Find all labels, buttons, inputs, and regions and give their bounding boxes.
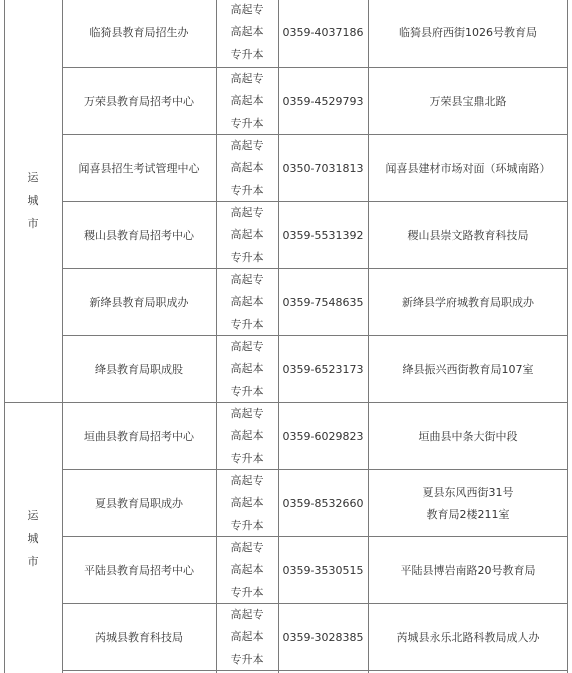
education-levels <box>216 135 278 202</box>
office-address <box>368 269 568 336</box>
address-line: 芮城县永乐北路科教局成人办 <box>396 630 540 644</box>
education-level: 高起专 <box>230 540 264 554</box>
phone-number: 0359-6523173 <box>282 362 364 376</box>
education-level: 专升本 <box>230 47 264 61</box>
city-char: 运 <box>27 508 39 522</box>
phone-number: 0359-7548635 <box>282 295 364 309</box>
address-line: 万荣县宝鼎北路 <box>429 94 507 108</box>
phone-number: 0359-6029823 <box>282 429 364 443</box>
address-line: 夏县东风西街31号 <box>422 485 514 499</box>
phone-number: 0350-7031813 <box>282 161 364 175</box>
city-char: 城 <box>27 194 39 207</box>
office-address <box>368 68 568 135</box>
office-name: 临猗县教育局招生办 <box>89 25 189 39</box>
city-char: 市 <box>27 217 39 230</box>
office-address <box>368 604 568 671</box>
education-level: 高起本 <box>230 161 264 175</box>
phone-number: 0359-8532660 <box>282 496 364 510</box>
office-address <box>368 537 568 604</box>
city-char: 市 <box>27 554 39 568</box>
city-cell <box>4 403 62 673</box>
education-level: 专升本 <box>230 585 264 599</box>
education-level: 高起本 <box>230 362 264 376</box>
education-level: 高起本 <box>230 429 264 443</box>
education-level: 专升本 <box>230 183 264 197</box>
education-level: 高起本 <box>230 295 264 309</box>
address-line: 闻喜县建材市场对面（环城南路） <box>385 161 551 175</box>
city-char: 城 <box>27 531 39 545</box>
education-level: 专升本 <box>230 116 264 130</box>
phone-number: 0359-4529793 <box>282 94 364 108</box>
city-char: 运 <box>27 171 39 184</box>
education-levels <box>216 470 278 537</box>
education-level: 高起专 <box>230 473 264 487</box>
education-level: 专升本 <box>230 518 264 532</box>
phone-number: 0359-4037186 <box>282 25 364 39</box>
education-levels <box>216 336 278 403</box>
education-level: 高起本 <box>230 94 264 108</box>
education-level: 高起专 <box>230 71 264 85</box>
education-level: 高起本 <box>230 228 264 242</box>
office-name: 稷山县教育局招考中心 <box>84 228 194 242</box>
education-level: 高起本 <box>230 496 264 510</box>
education-level: 专升本 <box>230 250 264 264</box>
address-line: 新绛县学府城教育局职成办 <box>402 295 534 309</box>
phone-number: 0359-3530515 <box>282 563 364 577</box>
address-line: 平陆县博岩南路20号教育局 <box>400 563 536 577</box>
phone-number: 0359-3028385 <box>282 630 364 644</box>
office-address <box>368 470 568 537</box>
education-level: 专升本 <box>230 317 264 331</box>
education-level: 高起专 <box>230 2 264 16</box>
city-cell <box>4 0 62 402</box>
address-line: 绛县振兴西街教育局107室 <box>402 362 534 376</box>
education-level: 高起专 <box>230 607 264 621</box>
office-name: 闻喜县招生考试管理中心 <box>78 161 200 175</box>
office-name: 万荣县教育局招考中心 <box>84 94 194 108</box>
education-levels <box>216 403 278 470</box>
address-line: 临猗县府西街1026号教育局 <box>399 25 537 39</box>
office-name: 新绛县教育局职成办 <box>89 295 189 309</box>
office-address <box>368 202 568 269</box>
address-line: 教育局2楼211室 <box>426 507 510 521</box>
office-address <box>368 336 568 403</box>
education-level: 高起本 <box>230 563 264 577</box>
education-levels <box>216 604 278 671</box>
office-name: 夏县教育局职成办 <box>95 496 183 510</box>
education-levels <box>216 0 278 66</box>
education-level: 高起本 <box>230 630 264 644</box>
office-address <box>368 0 568 66</box>
education-level: 高起专 <box>230 272 264 286</box>
address-line: 垣曲县中条大街中段 <box>418 429 518 443</box>
office-address <box>368 403 568 470</box>
office-name: 芮城县教育科技局 <box>95 630 183 644</box>
office-name: 平陆县教育局招考中心 <box>84 563 194 577</box>
admission-office-table <box>4 0 568 673</box>
education-levels <box>216 68 278 135</box>
education-levels <box>216 202 278 269</box>
phone-number: 0359-5531392 <box>282 228 364 242</box>
education-level: 专升本 <box>230 384 264 398</box>
education-level: 高起专 <box>230 406 264 420</box>
office-name: 垣曲县教育局招考中心 <box>84 429 194 443</box>
education-levels <box>216 537 278 604</box>
office-address <box>368 135 568 202</box>
education-levels <box>216 269 278 336</box>
education-level: 高起专 <box>230 138 264 152</box>
education-level: 高起专 <box>230 205 264 219</box>
education-level: 高起专 <box>230 339 264 353</box>
education-level: 高起本 <box>230 25 264 39</box>
education-level: 专升本 <box>230 451 264 465</box>
education-level: 专升本 <box>230 652 264 666</box>
address-line: 稷山县崇文路教育科技局 <box>407 228 529 242</box>
office-name: 绛县教育局职成股 <box>95 362 183 376</box>
